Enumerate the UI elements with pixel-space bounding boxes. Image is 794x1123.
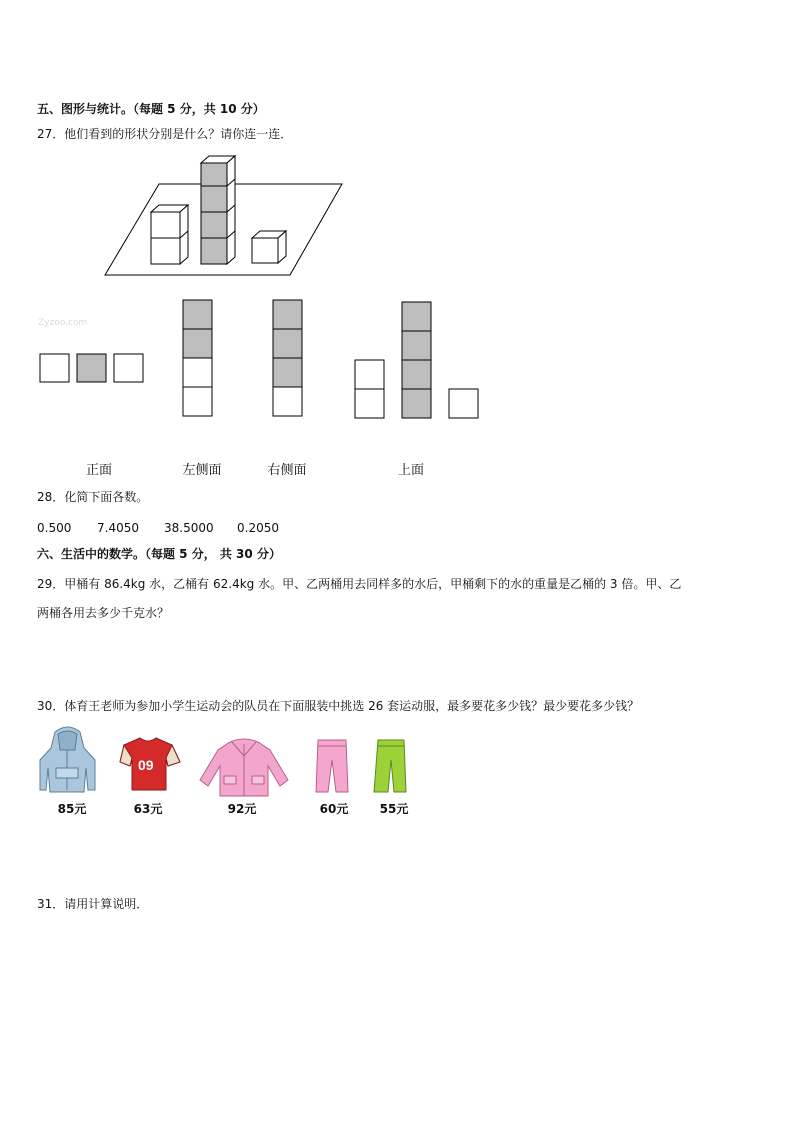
pink-pants-icon [316,740,348,792]
jacket-price: 92元 [227,802,257,816]
number-1: 0.500 [37,521,72,535]
number-2: 7.4050 [97,521,139,535]
question-29-line-2: 两桶各用去多少千克水？ [37,606,170,620]
question-28-text: 28．化简下面各数。 [37,490,149,504]
tshirt-price: 63元 [133,802,163,816]
tshirt-icon [120,738,180,790]
question-27-text: 27．他们看到的形状分别是什么？请你连一连． [37,127,293,141]
question-30-text: 30．体育王老师为参加小学生运动会的队员在下面服装中挑选 26 套运动服，最多要花多少钱？最少要花多少钱？ [37,699,640,713]
number-4: 0.2050 [237,521,279,535]
hoodie-price: 85元 [57,802,87,816]
section-5-heading: 五、图形与统计。（每题 5 分，共 10 分） [37,102,265,116]
tshirt-print: 09 [138,757,154,773]
jacket-icon [200,739,288,796]
hoodie-icon [40,727,95,792]
pink-pants-price: 60元 [319,802,349,816]
watermark: Zyzoo.com [38,318,88,328]
green-pants-price: 55元 [379,802,409,816]
number-3: 38.5000 [164,521,214,535]
label-left-side: 左侧面 [182,463,222,478]
green-pants-icon [374,740,406,792]
label-right-side: 右侧面 [267,463,307,478]
section-6-heading: 六、生活中的数学。（每题 5 分， 共 30 分） [37,547,281,561]
label-front: 正面 [85,463,112,478]
label-top: 上面 [397,463,424,478]
question-29-line-1: 29．甲桶有 86.4kg 水，乙桶有 62.4kg 水。甲、乙两桶用去同样多的水后，甲桶剩下的水的重量是乙桶的 3 倍。甲、乙 [37,577,682,591]
question-31-text: 31．请用计算说明． [37,897,149,911]
